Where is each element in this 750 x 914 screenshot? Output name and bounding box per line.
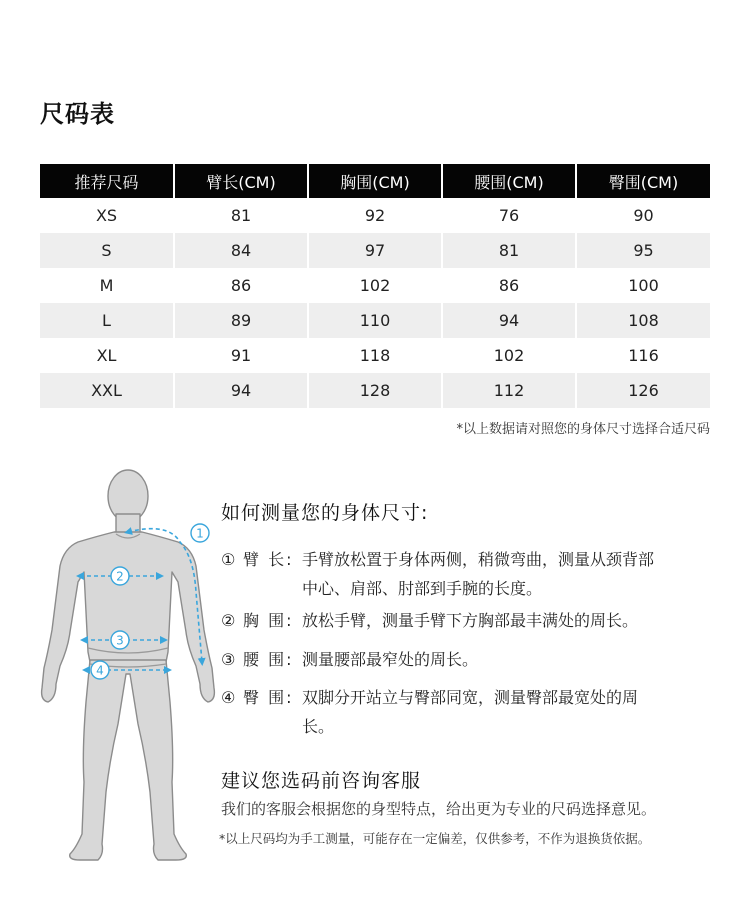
table-cell: 91 <box>174 338 308 373</box>
table-cell: 116 <box>576 338 710 373</box>
table-cell: 86 <box>442 268 576 303</box>
marker-4 <box>91 661 109 679</box>
footer-note: *以上尺码均为手工测量，可能存在一定偏差，仅供参考，不作为退换货依据。 <box>219 831 651 846</box>
header-cell: 推荐尺码 <box>40 164 174 198</box>
advice-title: 建议您选码前咨询客服 <box>221 770 422 792</box>
step-waist <box>221 645 692 674</box>
step-text: 放松手臂，测量手臂下方胸部最丰满处的周长。 <box>302 611 639 630</box>
advice-text: 我们的客服会根据您的身型特点，给出更为专业的尺码选择意见。 <box>221 800 657 818</box>
table-cell: 110 <box>308 303 442 338</box>
marker-3 <box>111 631 129 649</box>
table-cell: 81 <box>442 233 576 268</box>
size-cell: L <box>40 303 174 338</box>
marker-2-label: 2 <box>116 569 124 584</box>
table-cell: 94 <box>174 373 308 408</box>
size-cell: XXL <box>40 373 174 408</box>
marker-3-label: 3 <box>116 633 124 648</box>
step-text: 手臂放松置于身体两侧，稍微弯曲，测量从颈背部中心、肩部、肘部到手腕的长度。 <box>302 550 655 598</box>
step-number: ② <box>221 611 236 630</box>
table-cell: 76 <box>442 198 576 233</box>
table-cell: 92 <box>308 198 442 233</box>
howto-title: 如何测量您的身体尺寸: <box>221 502 429 524</box>
table-row <box>40 198 710 233</box>
step-label: 臂 长: <box>243 550 294 569</box>
table-cell: 86 <box>174 268 308 303</box>
size-cell: M <box>40 268 174 303</box>
step-label: 胸 围: <box>243 611 294 630</box>
table-cell: 90 <box>576 198 710 233</box>
table-row <box>40 303 710 338</box>
table-cell: 97 <box>308 233 442 268</box>
table-cell: 102 <box>442 338 576 373</box>
table-cell: 81 <box>174 198 308 233</box>
marker-2 <box>111 567 129 585</box>
step-arm-length <box>221 545 664 603</box>
header-cell: 胸围(CM) <box>308 164 442 198</box>
marker-1-label: 1 <box>196 526 204 541</box>
table-cell: 128 <box>308 373 442 408</box>
marker-4-label: 4 <box>96 663 104 678</box>
size-cell: S <box>40 233 174 268</box>
step-number: ① <box>221 550 236 569</box>
table-cell: 102 <box>308 268 442 303</box>
step-hip <box>221 683 664 741</box>
body-figure-illustration <box>28 462 228 866</box>
step-text: 双脚分开站立与臀部同宽，测量臀部最宽处的周长。 <box>302 688 639 736</box>
table-row <box>40 268 710 303</box>
size-cell: XL <box>40 338 174 373</box>
table-cell: 100 <box>576 268 710 303</box>
size-cell: XS <box>40 198 174 233</box>
marker-1 <box>191 524 209 542</box>
table-cell: 84 <box>174 233 308 268</box>
table-header-row <box>40 164 710 198</box>
page-title: 尺码表 <box>40 100 115 128</box>
table-cell: 126 <box>576 373 710 408</box>
table-row <box>40 233 710 268</box>
table-cell: 112 <box>442 373 576 408</box>
step-label: 臀 围: <box>243 688 294 707</box>
table-note: *以上数据请对照您的身体尺寸选择合适尺码 <box>456 422 710 437</box>
header-cell: 臀围(CM) <box>576 164 710 198</box>
table-cell: 118 <box>308 338 442 373</box>
step-number: ③ <box>221 650 236 669</box>
table-row <box>40 373 710 408</box>
step-label: 腰 围: <box>243 650 294 669</box>
table-row <box>40 338 710 373</box>
table-cell: 89 <box>174 303 308 338</box>
header-cell: 臂长(CM) <box>174 164 308 198</box>
size-chart-table <box>40 164 710 408</box>
step-text: 测量腰部最窄处的周长。 <box>302 650 479 669</box>
header-cell: 腰围(CM) <box>442 164 576 198</box>
table-cell: 94 <box>442 303 576 338</box>
table-cell: 108 <box>576 303 710 338</box>
step-chest <box>221 606 692 635</box>
table-cell: 95 <box>576 233 710 268</box>
step-number: ④ <box>221 688 236 707</box>
